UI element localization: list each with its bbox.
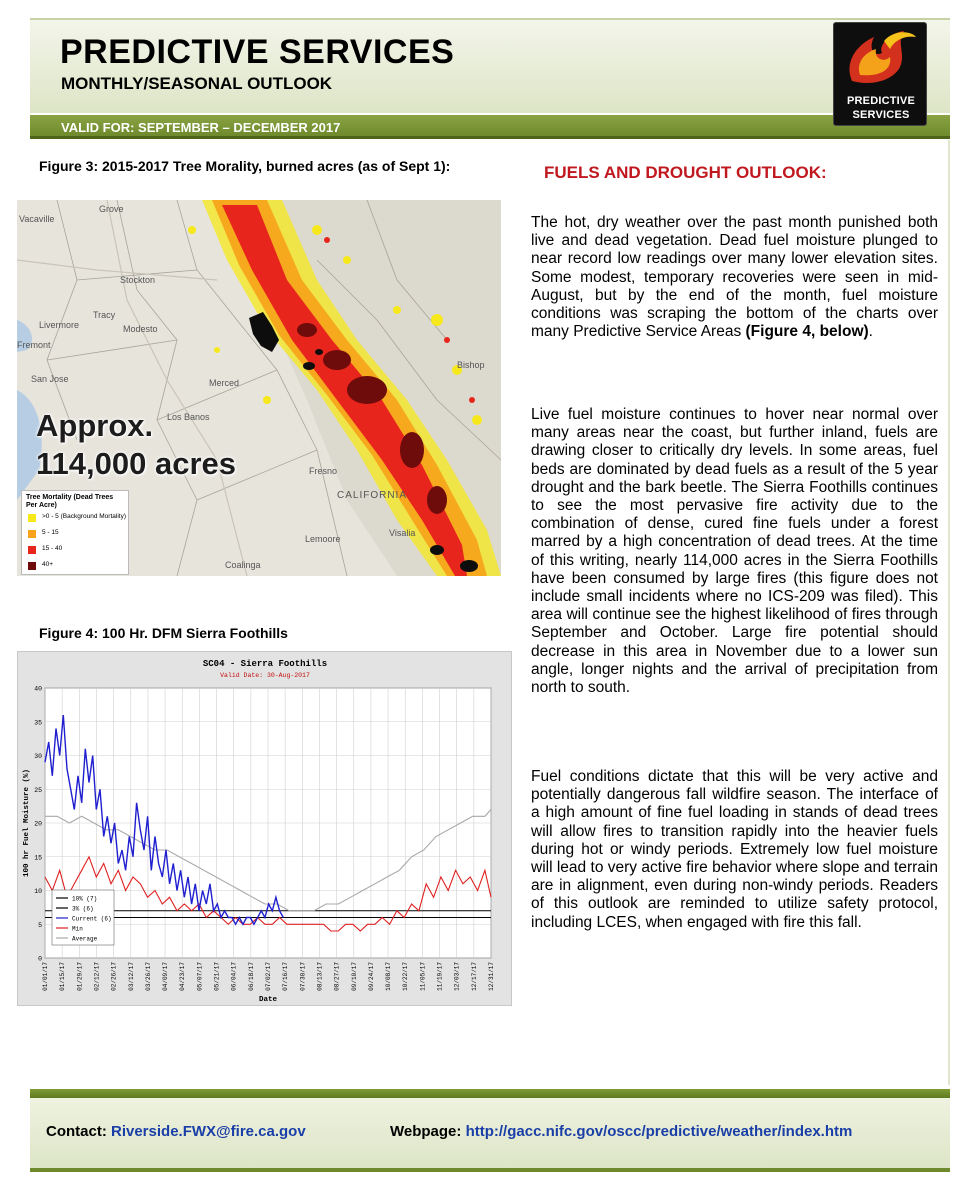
legend-swatch	[28, 546, 36, 554]
map-place: Tracy	[93, 310, 116, 320]
x-tick-label: 09/24/17	[367, 962, 375, 991]
flame-logo-icon	[834, 23, 928, 95]
valid-for-bar	[30, 115, 950, 139]
valid-for-text: VALID FOR: SEPTEMBER – DECEMBER 2017	[61, 120, 341, 135]
map-place: Merced	[209, 378, 240, 388]
map-place: San Jose	[31, 374, 69, 384]
x-tick-label: 01/01/17	[42, 962, 49, 991]
chart-subtitle: Valid Date: 30-Aug-2017	[220, 672, 310, 679]
outlook-heading: FUELS AND DROUGHT OUTLOOK:	[544, 163, 827, 182]
y-tick-label: 0	[38, 955, 42, 963]
legend-item	[26, 560, 124, 574]
map-legend	[21, 490, 129, 575]
x-tick-label: 12/17/17	[470, 962, 478, 991]
chart-title: SC04 - Sierra Foothills	[202, 659, 328, 669]
figure-reference: (Figure 4, below)	[745, 323, 869, 341]
chart-svg	[18, 652, 513, 1007]
map-place: Modesto	[123, 324, 158, 334]
x-tick-label: 07/02/17	[265, 962, 272, 991]
predictive-services-logo	[833, 22, 927, 126]
legend-label: 15 - 40	[42, 545, 63, 552]
right-margin-rule	[948, 140, 950, 1085]
x-tick-label: 02/26/17	[110, 962, 118, 991]
legend-item	[26, 544, 124, 558]
map-place: Bishop	[457, 360, 485, 370]
map-place: Stockton	[120, 275, 156, 285]
x-tick-label: 07/30/17	[299, 962, 307, 991]
map-overlay-approx: Approx.	[36, 408, 154, 443]
footer-webpage	[390, 1123, 852, 1140]
footer-bottom-rule	[30, 1168, 950, 1172]
y-tick-label: 25	[34, 786, 42, 794]
legend-text: 10% (7)	[72, 895, 98, 903]
chart-legend	[52, 890, 114, 945]
map-place: Los Banos	[167, 412, 210, 422]
chart-x-ticks	[42, 962, 495, 991]
x-tick-label: 11/05/17	[419, 962, 427, 991]
outlook-paragraph-3: Fuel conditions dictate that this will be very active and potentially dangerous fall wildfire season. The interface of a high amount of fine fuel loading in stands of dead trees will allow fires to transition rapidly into the heavier fuels during hot or windy periods. Extremely low fuel moisture will lead to very active fire behavior where slope and terrain are in alignment, even during non-windy periods. Readers of this outlook are reminded to utilize safety protocol, including LCES, when engaged with fire this fall.	[531, 768, 938, 931]
x-tick-label: 03/12/17	[127, 962, 135, 991]
figure3-caption: Figure 3: 2015-2017 Tree Morality, burned acres (as of Sept 1):	[39, 158, 451, 174]
legend-swatch	[28, 562, 36, 570]
legend-swatch	[28, 514, 36, 522]
legend-title: Tree Mortality (Dead Trees Per Acre)	[26, 494, 114, 509]
legend-text: Current (6)	[72, 915, 112, 923]
x-tick-label: 01/29/17	[76, 962, 84, 991]
map-place: Fresno	[309, 466, 338, 476]
outlook-paragraph-2: Live fuel moisture continues to hover near normal over many areas near the coast, but further inland, fuels are drawing closer to critically dry levels. In some areas, fuel beds are dominated by dead fuels as a result of the 5 year drought and the bark beetle. The Sierra Foothills continues to see the most pervasive fire activity due to the combination of dense, cured fine fuels under a forest marred by a high concentration of dead trees. At the time of this writing, nearly 114,000 acres in the Sierra Foothills have been consumed by large fires (this figure does not include small incidents where no ICS-209 was filed). This area will continue see the highest likelihood of fires through September and October. Large fire potential should decrease in this area in November due to a lower sun angle, longer nights and the arrival of precipitation from north to south.	[531, 406, 938, 697]
map-place: Grove	[99, 204, 124, 214]
x-tick-label: 08/13/17	[316, 962, 324, 991]
map-place: Fremont	[17, 340, 51, 350]
webpage-label: Webpage:	[390, 1123, 466, 1140]
x-tick-label: 04/23/17	[179, 962, 187, 991]
contact-label: Contact:	[46, 1123, 111, 1140]
legend-label: >0 - 5 (Background Mortality)	[42, 513, 126, 520]
y-tick-label: 30	[34, 753, 42, 760]
x-tick-label: 06/18/17	[247, 962, 255, 991]
y-tick-label: 5	[38, 921, 42, 929]
legend-text: 3% (6)	[72, 905, 94, 913]
y-tick-label: 10	[34, 888, 42, 895]
y-tick-label: 35	[34, 719, 42, 727]
outlook-paragraph-1	[531, 214, 938, 341]
paragraph-text: The hot, dry weather over the past month punished both live and dead vegetation. Dead fuel moisture plunged to near record low readings over many lower elevation sites. Some modest, temporary recoveries were seen in mid-August, but by the end of the month, fuel moisture conditions was scraping the bottom of the charts over many Predictive Service Areas	[531, 214, 938, 341]
logo-text-line2: SERVICES	[852, 109, 910, 121]
x-tick-label: 02/12/17	[93, 962, 101, 991]
map-place: Livermore	[39, 320, 80, 330]
webpage-link[interactable]: http://gacc.nifc.gov/oscc/predictive/weather/index.htm	[465, 1123, 853, 1140]
footer-contact	[46, 1123, 306, 1140]
x-tick-label: 07/16/17	[282, 962, 290, 991]
x-tick-label: 05/21/17	[213, 962, 221, 991]
map-place: CALIFORNIA	[337, 490, 408, 501]
map-place: Coalinga	[225, 560, 261, 570]
y-axis-label: 100 hr Fuel Moisture (%)	[23, 768, 31, 878]
x-tick-label: 03/26/17	[144, 962, 152, 991]
page-subtitle: MONTHLY/SEASONAL OUTLOOK	[61, 74, 333, 93]
legend-label: 5 - 15	[42, 529, 59, 536]
x-tick-label: 05/07/17	[196, 962, 204, 991]
footer-rule	[30, 1089, 950, 1098]
map-overlay-acres: 114,000 acres	[36, 446, 236, 481]
y-tick-label: 15	[34, 854, 42, 862]
x-tick-label: 01/15/17	[59, 962, 67, 991]
x-tick-label: 12/31/17	[488, 962, 495, 991]
x-tick-label: 04/09/17	[162, 962, 170, 991]
x-tick-label: 12/03/17	[453, 962, 461, 991]
x-tick-label: 10/08/17	[385, 962, 393, 991]
fuel-moisture-chart	[17, 651, 512, 1006]
x-tick-label: 06/04/17	[230, 962, 238, 991]
map-place: Vacaville	[19, 214, 55, 224]
x-axis-label: Date	[258, 996, 278, 1004]
chart-y-ticks	[34, 686, 42, 963]
x-tick-label: 10/22/17	[402, 962, 410, 991]
x-tick-label: 08/27/17	[333, 962, 341, 991]
logo-text-line1: PREDICTIVE	[846, 95, 915, 107]
legend-label: 40+	[42, 561, 54, 568]
legend-swatch	[28, 530, 36, 538]
y-tick-label: 40	[34, 685, 42, 693]
legend-text: Average	[72, 935, 98, 943]
tree-mortality-map	[17, 200, 501, 576]
page-title: PREDICTIVE SERVICES	[60, 33, 455, 71]
legend-item	[26, 528, 124, 542]
map-place: Visalia	[389, 528, 416, 538]
x-tick-label: 09/10/17	[350, 962, 358, 991]
legend-text: Min	[72, 925, 83, 933]
x-tick-label: 11/19/17	[436, 962, 444, 991]
paragraph-end: .	[868, 323, 873, 341]
figure4-caption: Figure 4: 100 Hr. DFM Sierra Foothills	[39, 625, 288, 641]
y-tick-label: 20	[34, 820, 42, 828]
map-place: Lemoore	[305, 534, 341, 544]
legend-item	[26, 512, 124, 526]
contact-email-link[interactable]: Riverside.FWX@fire.ca.gov	[111, 1123, 306, 1140]
